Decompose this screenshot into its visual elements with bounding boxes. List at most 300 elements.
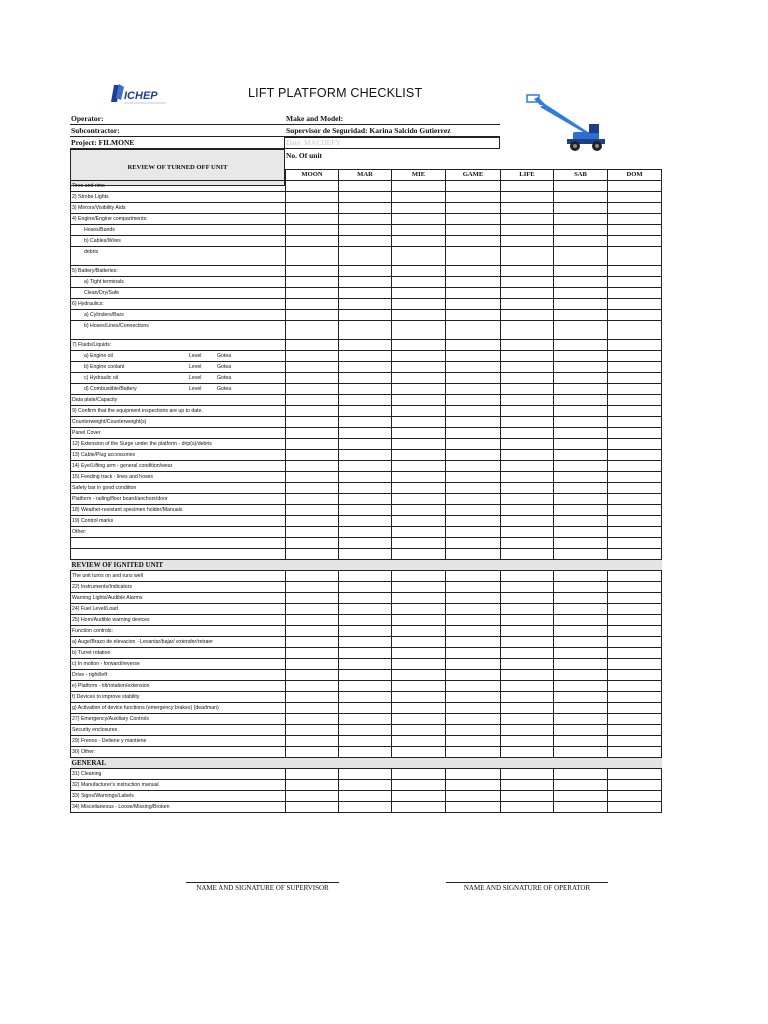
check-cell[interactable] bbox=[608, 214, 662, 225]
check-cell[interactable] bbox=[446, 780, 501, 791]
check-cell[interactable] bbox=[554, 247, 608, 266]
check-cell[interactable] bbox=[286, 692, 339, 703]
check-cell[interactable] bbox=[286, 203, 339, 214]
check-cell[interactable] bbox=[339, 236, 392, 247]
check-cell[interactable] bbox=[392, 725, 446, 736]
check-cell[interactable] bbox=[286, 362, 339, 373]
check-cell[interactable] bbox=[286, 571, 339, 582]
check-cell[interactable] bbox=[339, 247, 392, 266]
check-cell[interactable] bbox=[608, 747, 662, 758]
check-cell[interactable] bbox=[446, 505, 501, 516]
check-cell[interactable] bbox=[554, 714, 608, 725]
check-cell[interactable] bbox=[286, 505, 339, 516]
check-cell[interactable] bbox=[392, 203, 446, 214]
check-cell[interactable] bbox=[446, 214, 501, 225]
check-cell[interactable] bbox=[501, 406, 554, 417]
check-cell[interactable] bbox=[446, 681, 501, 692]
check-cell[interactable] bbox=[339, 681, 392, 692]
check-cell[interactable] bbox=[608, 340, 662, 351]
check-cell[interactable] bbox=[446, 395, 501, 406]
check-cell[interactable] bbox=[286, 288, 339, 299]
check-cell[interactable] bbox=[339, 417, 392, 428]
check-cell[interactable] bbox=[339, 439, 392, 450]
check-cell[interactable] bbox=[392, 417, 446, 428]
check-cell[interactable] bbox=[339, 615, 392, 626]
check-cell[interactable] bbox=[554, 692, 608, 703]
check-cell[interactable] bbox=[446, 527, 501, 538]
check-cell[interactable] bbox=[446, 321, 501, 340]
check-cell[interactable] bbox=[339, 527, 392, 538]
check-cell[interactable] bbox=[286, 384, 339, 395]
check-cell[interactable] bbox=[286, 406, 339, 417]
check-cell[interactable] bbox=[554, 384, 608, 395]
check-cell[interactable] bbox=[608, 714, 662, 725]
check-cell[interactable] bbox=[446, 461, 501, 472]
check-cell[interactable] bbox=[392, 791, 446, 802]
check-cell[interactable] bbox=[554, 780, 608, 791]
check-cell[interactable] bbox=[446, 604, 501, 615]
check-cell[interactable] bbox=[446, 181, 501, 192]
check-cell[interactable] bbox=[554, 505, 608, 516]
check-cell[interactable] bbox=[339, 714, 392, 725]
check-cell[interactable] bbox=[392, 582, 446, 593]
check-cell[interactable] bbox=[554, 483, 608, 494]
check-cell[interactable] bbox=[501, 736, 554, 747]
check-cell[interactable] bbox=[608, 225, 662, 236]
check-cell[interactable] bbox=[286, 527, 339, 538]
check-cell[interactable] bbox=[501, 236, 554, 247]
check-cell[interactable] bbox=[446, 439, 501, 450]
check-cell[interactable] bbox=[608, 626, 662, 637]
check-cell[interactable] bbox=[339, 362, 392, 373]
check-cell[interactable] bbox=[286, 310, 339, 321]
check-cell[interactable] bbox=[501, 725, 554, 736]
check-cell[interactable] bbox=[446, 670, 501, 681]
check-cell[interactable] bbox=[286, 225, 339, 236]
check-cell[interactable] bbox=[608, 648, 662, 659]
check-cell[interactable] bbox=[392, 310, 446, 321]
check-cell[interactable] bbox=[446, 203, 501, 214]
check-cell[interactable] bbox=[501, 483, 554, 494]
check-cell[interactable] bbox=[339, 483, 392, 494]
check-cell[interactable] bbox=[392, 299, 446, 310]
check-cell[interactable] bbox=[392, 277, 446, 288]
check-cell[interactable] bbox=[339, 395, 392, 406]
check-cell[interactable] bbox=[339, 192, 392, 203]
check-cell[interactable] bbox=[286, 659, 339, 670]
check-cell[interactable] bbox=[446, 692, 501, 703]
check-cell[interactable] bbox=[339, 406, 392, 417]
check-cell[interactable] bbox=[286, 593, 339, 604]
check-cell[interactable] bbox=[286, 516, 339, 527]
check-cell[interactable] bbox=[501, 615, 554, 626]
check-cell[interactable] bbox=[554, 527, 608, 538]
check-cell[interactable] bbox=[554, 670, 608, 681]
check-cell[interactable] bbox=[392, 802, 446, 813]
check-cell[interactable] bbox=[339, 637, 392, 648]
check-cell[interactable] bbox=[554, 406, 608, 417]
check-cell[interactable] bbox=[446, 538, 501, 549]
operator-signature-line[interactable] bbox=[446, 882, 608, 883]
check-cell[interactable] bbox=[392, 659, 446, 670]
check-cell[interactable] bbox=[501, 747, 554, 758]
check-cell[interactable] bbox=[392, 472, 446, 483]
check-cell[interactable] bbox=[339, 549, 392, 560]
check-cell[interactable] bbox=[501, 321, 554, 340]
check-cell[interactable] bbox=[392, 747, 446, 758]
check-cell[interactable] bbox=[608, 637, 662, 648]
check-cell[interactable] bbox=[446, 802, 501, 813]
check-cell[interactable] bbox=[286, 637, 339, 648]
check-cell[interactable] bbox=[339, 310, 392, 321]
check-cell[interactable] bbox=[501, 494, 554, 505]
check-cell[interactable] bbox=[608, 736, 662, 747]
check-cell[interactable] bbox=[608, 659, 662, 670]
check-cell[interactable] bbox=[554, 472, 608, 483]
check-cell[interactable] bbox=[554, 516, 608, 527]
check-cell[interactable] bbox=[286, 615, 339, 626]
check-cell[interactable] bbox=[554, 288, 608, 299]
check-cell[interactable] bbox=[446, 626, 501, 637]
check-cell[interactable] bbox=[501, 384, 554, 395]
check-cell[interactable] bbox=[392, 395, 446, 406]
check-cell[interactable] bbox=[501, 450, 554, 461]
check-cell[interactable] bbox=[608, 203, 662, 214]
check-cell[interactable] bbox=[446, 725, 501, 736]
check-cell[interactable] bbox=[392, 703, 446, 714]
check-cell[interactable] bbox=[339, 351, 392, 362]
check-cell[interactable] bbox=[608, 802, 662, 813]
check-cell[interactable] bbox=[608, 236, 662, 247]
check-cell[interactable] bbox=[286, 417, 339, 428]
check-cell[interactable] bbox=[501, 692, 554, 703]
check-cell[interactable] bbox=[392, 670, 446, 681]
check-cell[interactable] bbox=[501, 461, 554, 472]
check-cell[interactable] bbox=[339, 321, 392, 340]
check-cell[interactable] bbox=[608, 703, 662, 714]
check-cell[interactable] bbox=[608, 192, 662, 203]
check-cell[interactable] bbox=[446, 472, 501, 483]
check-cell[interactable] bbox=[608, 299, 662, 310]
check-cell[interactable] bbox=[446, 791, 501, 802]
check-cell[interactable] bbox=[501, 340, 554, 351]
check-cell[interactable] bbox=[392, 769, 446, 780]
check-cell[interactable] bbox=[286, 549, 339, 560]
check-cell[interactable] bbox=[554, 340, 608, 351]
check-cell[interactable] bbox=[446, 340, 501, 351]
check-cell[interactable] bbox=[339, 582, 392, 593]
check-cell[interactable] bbox=[554, 747, 608, 758]
check-cell[interactable] bbox=[501, 791, 554, 802]
check-cell[interactable] bbox=[446, 769, 501, 780]
check-cell[interactable] bbox=[501, 299, 554, 310]
check-cell[interactable] bbox=[446, 714, 501, 725]
check-cell[interactable] bbox=[608, 692, 662, 703]
check-cell[interactable] bbox=[554, 604, 608, 615]
check-cell[interactable] bbox=[446, 659, 501, 670]
check-cell[interactable] bbox=[501, 582, 554, 593]
check-cell[interactable] bbox=[501, 769, 554, 780]
check-cell[interactable] bbox=[608, 321, 662, 340]
check-cell[interactable] bbox=[608, 791, 662, 802]
check-cell[interactable] bbox=[286, 236, 339, 247]
check-cell[interactable] bbox=[554, 802, 608, 813]
check-cell[interactable] bbox=[554, 538, 608, 549]
check-cell[interactable] bbox=[339, 277, 392, 288]
check-cell[interactable] bbox=[339, 538, 392, 549]
check-cell[interactable] bbox=[501, 549, 554, 560]
check-cell[interactable] bbox=[392, 236, 446, 247]
check-cell[interactable] bbox=[501, 670, 554, 681]
check-cell[interactable] bbox=[286, 604, 339, 615]
check-cell[interactable] bbox=[392, 428, 446, 439]
check-cell[interactable] bbox=[392, 615, 446, 626]
check-cell[interactable] bbox=[339, 736, 392, 747]
check-cell[interactable] bbox=[554, 266, 608, 277]
check-cell[interactable] bbox=[339, 571, 392, 582]
check-cell[interactable] bbox=[446, 277, 501, 288]
check-cell[interactable] bbox=[608, 362, 662, 373]
check-cell[interactable] bbox=[501, 571, 554, 582]
check-cell[interactable] bbox=[392, 648, 446, 659]
check-cell[interactable] bbox=[392, 538, 446, 549]
check-cell[interactable] bbox=[446, 310, 501, 321]
check-cell[interactable] bbox=[446, 615, 501, 626]
check-cell[interactable] bbox=[446, 384, 501, 395]
check-cell[interactable] bbox=[608, 769, 662, 780]
check-cell[interactable] bbox=[501, 714, 554, 725]
check-cell[interactable] bbox=[286, 428, 339, 439]
check-cell[interactable] bbox=[554, 791, 608, 802]
check-cell[interactable] bbox=[608, 439, 662, 450]
check-cell[interactable] bbox=[286, 780, 339, 791]
check-cell[interactable] bbox=[392, 516, 446, 527]
check-cell[interactable] bbox=[286, 181, 339, 192]
check-cell[interactable] bbox=[286, 538, 339, 549]
check-cell[interactable] bbox=[608, 593, 662, 604]
check-cell[interactable] bbox=[608, 604, 662, 615]
check-cell[interactable] bbox=[501, 277, 554, 288]
check-cell[interactable] bbox=[392, 780, 446, 791]
check-cell[interactable] bbox=[446, 236, 501, 247]
check-cell[interactable] bbox=[554, 299, 608, 310]
check-cell[interactable] bbox=[392, 192, 446, 203]
check-cell[interactable] bbox=[286, 703, 339, 714]
check-cell[interactable] bbox=[339, 626, 392, 637]
check-cell[interactable] bbox=[446, 450, 501, 461]
check-cell[interactable] bbox=[501, 428, 554, 439]
check-cell[interactable] bbox=[501, 604, 554, 615]
check-cell[interactable] bbox=[339, 340, 392, 351]
check-cell[interactable] bbox=[392, 637, 446, 648]
check-cell[interactable] bbox=[554, 615, 608, 626]
check-cell[interactable] bbox=[339, 692, 392, 703]
check-cell[interactable] bbox=[501, 214, 554, 225]
check-cell[interactable] bbox=[446, 736, 501, 747]
check-cell[interactable] bbox=[392, 450, 446, 461]
check-cell[interactable] bbox=[608, 461, 662, 472]
check-cell[interactable] bbox=[608, 538, 662, 549]
check-cell[interactable] bbox=[339, 203, 392, 214]
check-cell[interactable] bbox=[286, 626, 339, 637]
check-cell[interactable] bbox=[392, 571, 446, 582]
check-cell[interactable] bbox=[446, 582, 501, 593]
check-cell[interactable] bbox=[554, 181, 608, 192]
check-cell[interactable] bbox=[608, 373, 662, 384]
check-cell[interactable] bbox=[339, 181, 392, 192]
check-cell[interactable] bbox=[446, 593, 501, 604]
check-cell[interactable] bbox=[608, 181, 662, 192]
check-cell[interactable] bbox=[286, 670, 339, 681]
check-cell[interactable] bbox=[392, 692, 446, 703]
check-cell[interactable] bbox=[554, 214, 608, 225]
check-cell[interactable] bbox=[608, 615, 662, 626]
check-cell[interactable] bbox=[608, 780, 662, 791]
check-cell[interactable] bbox=[554, 549, 608, 560]
check-cell[interactable] bbox=[501, 527, 554, 538]
check-cell[interactable] bbox=[286, 266, 339, 277]
check-cell[interactable] bbox=[554, 428, 608, 439]
check-cell[interactable] bbox=[608, 483, 662, 494]
check-cell[interactable] bbox=[446, 225, 501, 236]
check-cell[interactable] bbox=[286, 351, 339, 362]
check-cell[interactable] bbox=[286, 802, 339, 813]
check-cell[interactable] bbox=[501, 351, 554, 362]
check-cell[interactable] bbox=[554, 648, 608, 659]
check-cell[interactable] bbox=[286, 483, 339, 494]
check-cell[interactable] bbox=[339, 802, 392, 813]
check-cell[interactable] bbox=[446, 373, 501, 384]
check-cell[interactable] bbox=[446, 571, 501, 582]
check-cell[interactable] bbox=[501, 681, 554, 692]
check-cell[interactable] bbox=[608, 571, 662, 582]
check-cell[interactable] bbox=[286, 277, 339, 288]
check-cell[interactable] bbox=[501, 439, 554, 450]
check-cell[interactable] bbox=[501, 703, 554, 714]
check-cell[interactable] bbox=[392, 351, 446, 362]
check-cell[interactable] bbox=[554, 703, 608, 714]
check-cell[interactable] bbox=[286, 648, 339, 659]
check-cell[interactable] bbox=[446, 516, 501, 527]
check-cell[interactable] bbox=[501, 362, 554, 373]
check-cell[interactable] bbox=[608, 681, 662, 692]
check-cell[interactable] bbox=[554, 362, 608, 373]
check-cell[interactable] bbox=[554, 593, 608, 604]
check-cell[interactable] bbox=[554, 417, 608, 428]
check-cell[interactable] bbox=[286, 736, 339, 747]
check-cell[interactable] bbox=[554, 310, 608, 321]
check-cell[interactable] bbox=[339, 472, 392, 483]
check-cell[interactable] bbox=[608, 670, 662, 681]
check-cell[interactable] bbox=[392, 181, 446, 192]
check-cell[interactable] bbox=[392, 384, 446, 395]
check-cell[interactable] bbox=[608, 266, 662, 277]
check-cell[interactable] bbox=[501, 417, 554, 428]
check-cell[interactable] bbox=[392, 505, 446, 516]
check-cell[interactable] bbox=[608, 310, 662, 321]
check-cell[interactable] bbox=[554, 494, 608, 505]
check-cell[interactable] bbox=[392, 340, 446, 351]
check-cell[interactable] bbox=[392, 494, 446, 505]
check-cell[interactable] bbox=[501, 802, 554, 813]
check-cell[interactable] bbox=[392, 626, 446, 637]
check-cell[interactable] bbox=[501, 288, 554, 299]
check-cell[interactable] bbox=[339, 214, 392, 225]
check-cell[interactable] bbox=[286, 791, 339, 802]
check-cell[interactable] bbox=[446, 483, 501, 494]
check-cell[interactable] bbox=[446, 747, 501, 758]
check-cell[interactable] bbox=[608, 549, 662, 560]
check-cell[interactable] bbox=[286, 582, 339, 593]
check-cell[interactable] bbox=[392, 373, 446, 384]
check-cell[interactable] bbox=[501, 659, 554, 670]
check-cell[interactable] bbox=[339, 450, 392, 461]
check-cell[interactable] bbox=[554, 769, 608, 780]
check-cell[interactable] bbox=[446, 494, 501, 505]
check-cell[interactable] bbox=[339, 659, 392, 670]
check-cell[interactable] bbox=[286, 373, 339, 384]
check-cell[interactable] bbox=[339, 288, 392, 299]
check-cell[interactable] bbox=[554, 373, 608, 384]
check-cell[interactable] bbox=[554, 725, 608, 736]
check-cell[interactable] bbox=[339, 505, 392, 516]
check-cell[interactable] bbox=[501, 516, 554, 527]
check-cell[interactable] bbox=[446, 362, 501, 373]
check-cell[interactable] bbox=[392, 527, 446, 538]
check-cell[interactable] bbox=[608, 472, 662, 483]
check-cell[interactable] bbox=[286, 450, 339, 461]
check-cell[interactable] bbox=[392, 461, 446, 472]
check-cell[interactable] bbox=[286, 439, 339, 450]
check-cell[interactable] bbox=[339, 769, 392, 780]
check-cell[interactable] bbox=[339, 461, 392, 472]
check-cell[interactable] bbox=[554, 203, 608, 214]
check-cell[interactable] bbox=[392, 681, 446, 692]
check-cell[interactable] bbox=[554, 277, 608, 288]
check-cell[interactable] bbox=[554, 192, 608, 203]
check-cell[interactable] bbox=[286, 725, 339, 736]
check-cell[interactable] bbox=[608, 406, 662, 417]
check-cell[interactable] bbox=[339, 670, 392, 681]
check-cell[interactable] bbox=[286, 681, 339, 692]
check-cell[interactable] bbox=[286, 472, 339, 483]
check-cell[interactable] bbox=[392, 266, 446, 277]
check-cell[interactable] bbox=[501, 373, 554, 384]
check-cell[interactable] bbox=[608, 582, 662, 593]
check-cell[interactable] bbox=[392, 406, 446, 417]
check-cell[interactable] bbox=[446, 406, 501, 417]
check-cell[interactable] bbox=[501, 648, 554, 659]
check-cell[interactable] bbox=[446, 648, 501, 659]
check-cell[interactable] bbox=[554, 351, 608, 362]
check-cell[interactable] bbox=[339, 747, 392, 758]
check-cell[interactable] bbox=[339, 791, 392, 802]
check-cell[interactable] bbox=[339, 593, 392, 604]
check-cell[interactable] bbox=[608, 351, 662, 362]
check-cell[interactable] bbox=[392, 288, 446, 299]
check-cell[interactable] bbox=[554, 439, 608, 450]
check-cell[interactable] bbox=[501, 593, 554, 604]
check-cell[interactable] bbox=[392, 214, 446, 225]
check-cell[interactable] bbox=[286, 299, 339, 310]
check-cell[interactable] bbox=[608, 288, 662, 299]
check-cell[interactable] bbox=[339, 703, 392, 714]
check-cell[interactable] bbox=[501, 266, 554, 277]
check-cell[interactable] bbox=[501, 626, 554, 637]
check-cell[interactable] bbox=[608, 494, 662, 505]
check-cell[interactable] bbox=[286, 247, 339, 266]
check-cell[interactable] bbox=[392, 714, 446, 725]
